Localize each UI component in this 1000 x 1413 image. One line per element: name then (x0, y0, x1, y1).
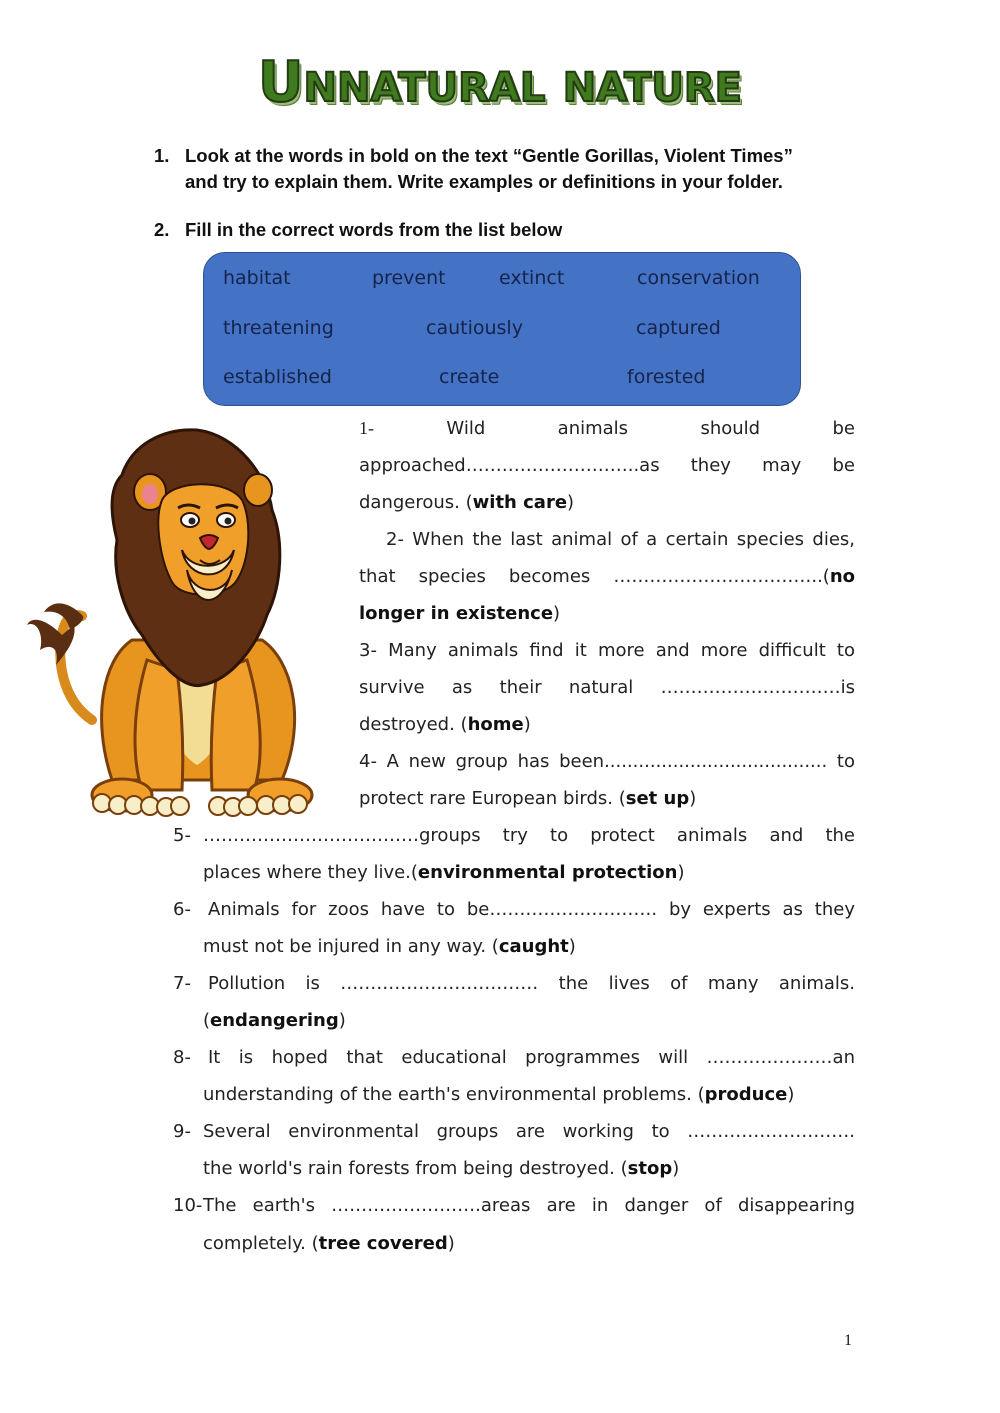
exercise-6-line-1 (208, 891, 855, 928)
exercise-text: The earth's …………………….areas are in danger of disappearing (203, 1195, 855, 1216)
exercise-text: 3- Many animals find it more and more difficult to (359, 640, 855, 661)
instruction-text: and try to explain them. Write examples or definitions in your folder. (185, 171, 783, 192)
exercise-text: places where they live.( (203, 862, 418, 883)
exercise-1-line-2 (359, 447, 855, 484)
exercise-text: ) (689, 788, 697, 809)
exercise-hint: produce (704, 1084, 788, 1105)
lion-illustration (22, 420, 332, 820)
exercise-6-line-2 (203, 928, 855, 965)
exercise-text: ………………………………groups try to protect animals and the (203, 825, 855, 846)
word-conservation: conservation (637, 267, 760, 289)
exercise-text: protect rare European birds. ( (359, 788, 626, 809)
exercise-text: It is hoped that educational programmes will …………………an (208, 1047, 855, 1068)
word-prevent: prevent (372, 267, 446, 289)
exercise-hint: caught (498, 936, 569, 957)
title-word-2: NATURE (562, 65, 742, 111)
exercise-number: 1- (359, 418, 374, 438)
word-extinct: extinct (499, 267, 565, 289)
exercise-7-line-1 (208, 965, 855, 1002)
exercise-hint: stop (627, 1158, 673, 1179)
exercise-9-line-2 (203, 1150, 855, 1187)
exercise-text: Animals for zoos have to be………………………. by experts as they (208, 899, 855, 920)
exercise-number: 9- (173, 1121, 191, 1142)
exercise-3-line-1 (359, 632, 855, 669)
exercise-8-line-1 (208, 1039, 855, 1076)
exercise-text: Wild animals should be (446, 418, 855, 439)
word-list-box (203, 252, 801, 406)
exercise-text: destroyed. ( (359, 714, 468, 735)
exercise-7-line-2 (203, 1002, 855, 1039)
exercise-text: ) (567, 492, 575, 513)
exercise-text: that species becomes ……………………………..( (359, 566, 830, 587)
exercise-number: 6- (173, 899, 191, 920)
exercise-text: ) (787, 1084, 795, 1105)
instruction-1 (154, 143, 874, 195)
page-title (0, 50, 1000, 121)
exercise-text: ) (677, 862, 685, 883)
exercise-text: ) (672, 1158, 680, 1179)
word-create: create (439, 366, 500, 388)
exercise-hint: longer in existence (359, 603, 554, 624)
exercise-hint: home (467, 714, 524, 735)
title-word-1: NNATURAL (303, 65, 546, 111)
exercise-text: survive as their natural …………………………is (359, 677, 855, 698)
exercise-number: 5- (173, 825, 191, 846)
exercise-2-line-2 (359, 558, 855, 595)
exercise-3-line-3 (359, 706, 855, 743)
word-threatening: threatening (223, 317, 334, 339)
title-first-letter: U (258, 50, 304, 115)
word-cautiously: cautiously (426, 317, 523, 339)
exercise-text: must not be injured in any way. ( (203, 936, 499, 957)
exercise-text: ( (203, 1010, 211, 1031)
exercise-text: 2- When the last animal of a certain species dies, (386, 529, 855, 550)
exercise-2-line-1 (386, 521, 855, 558)
exercise-hint: endangering (210, 1010, 339, 1031)
exercise-10-line-1 (203, 1187, 855, 1224)
exercise-text: 4- A new group has been....................................... to (359, 751, 855, 772)
exercise-5-line-2 (203, 854, 855, 891)
exercise-hint: with care (472, 492, 568, 513)
exercise-hint: environmental protection (417, 862, 678, 883)
instruction-2 (154, 217, 874, 243)
exercise-10-line-2 (203, 1225, 855, 1262)
instruction-number: 2. (154, 219, 170, 240)
exercise-text: ) (338, 1010, 346, 1031)
exercise-text: the world's rain forests from being destroyed. ( (203, 1158, 628, 1179)
page-number: 1 (844, 1332, 852, 1349)
exercise-text: ) (568, 936, 576, 957)
exercise-text: Pollution is …………………………… the lives of many animals. (208, 973, 855, 994)
exercise-2-line-3 (359, 595, 855, 632)
exercise-9-line-1 (203, 1113, 855, 1150)
word-forested: forested (627, 366, 706, 388)
exercise-number: 10- (173, 1195, 203, 1216)
instruction-text: Fill in the correct words from the list below (185, 219, 563, 240)
exercise-text: completely. ( (203, 1233, 319, 1254)
exercise-3-line-2 (359, 669, 855, 706)
exercise-text: Several environmental groups are working to ………………………. (203, 1121, 855, 1142)
word-established: established (223, 366, 332, 388)
exercise-hint: set up (625, 788, 690, 809)
exercise-1-line-1 (359, 410, 855, 447)
exercise-text: ) (523, 714, 531, 735)
exercise-5-line-1 (203, 817, 855, 854)
exercise-text: ) (553, 603, 561, 624)
exercise-hint: tree covered (318, 1233, 448, 1254)
exercise-text: approached………………………..as they may be (359, 455, 855, 476)
exercise-text: dangerous. ( (359, 492, 473, 513)
instruction-text: Look at the words in bold on the text “Gentle Gorillas, Violent Times” (185, 145, 793, 166)
exercise-text: understanding of the earth's environmental problems. ( (203, 1084, 705, 1105)
exercise-8-line-2 (203, 1076, 855, 1113)
exercise-number: 7- (173, 973, 191, 994)
exercise-number: 8- (173, 1047, 191, 1068)
word-habitat: habitat (223, 267, 291, 289)
exercise-text: ) (447, 1233, 455, 1254)
exercise-1-line-3 (359, 484, 855, 521)
exercise-4-line-1 (359, 743, 855, 780)
instruction-number: 1. (154, 145, 170, 166)
exercise-4-line-2 (359, 780, 855, 817)
exercise-hint: no (829, 566, 855, 587)
word-captured: captured (636, 317, 721, 339)
